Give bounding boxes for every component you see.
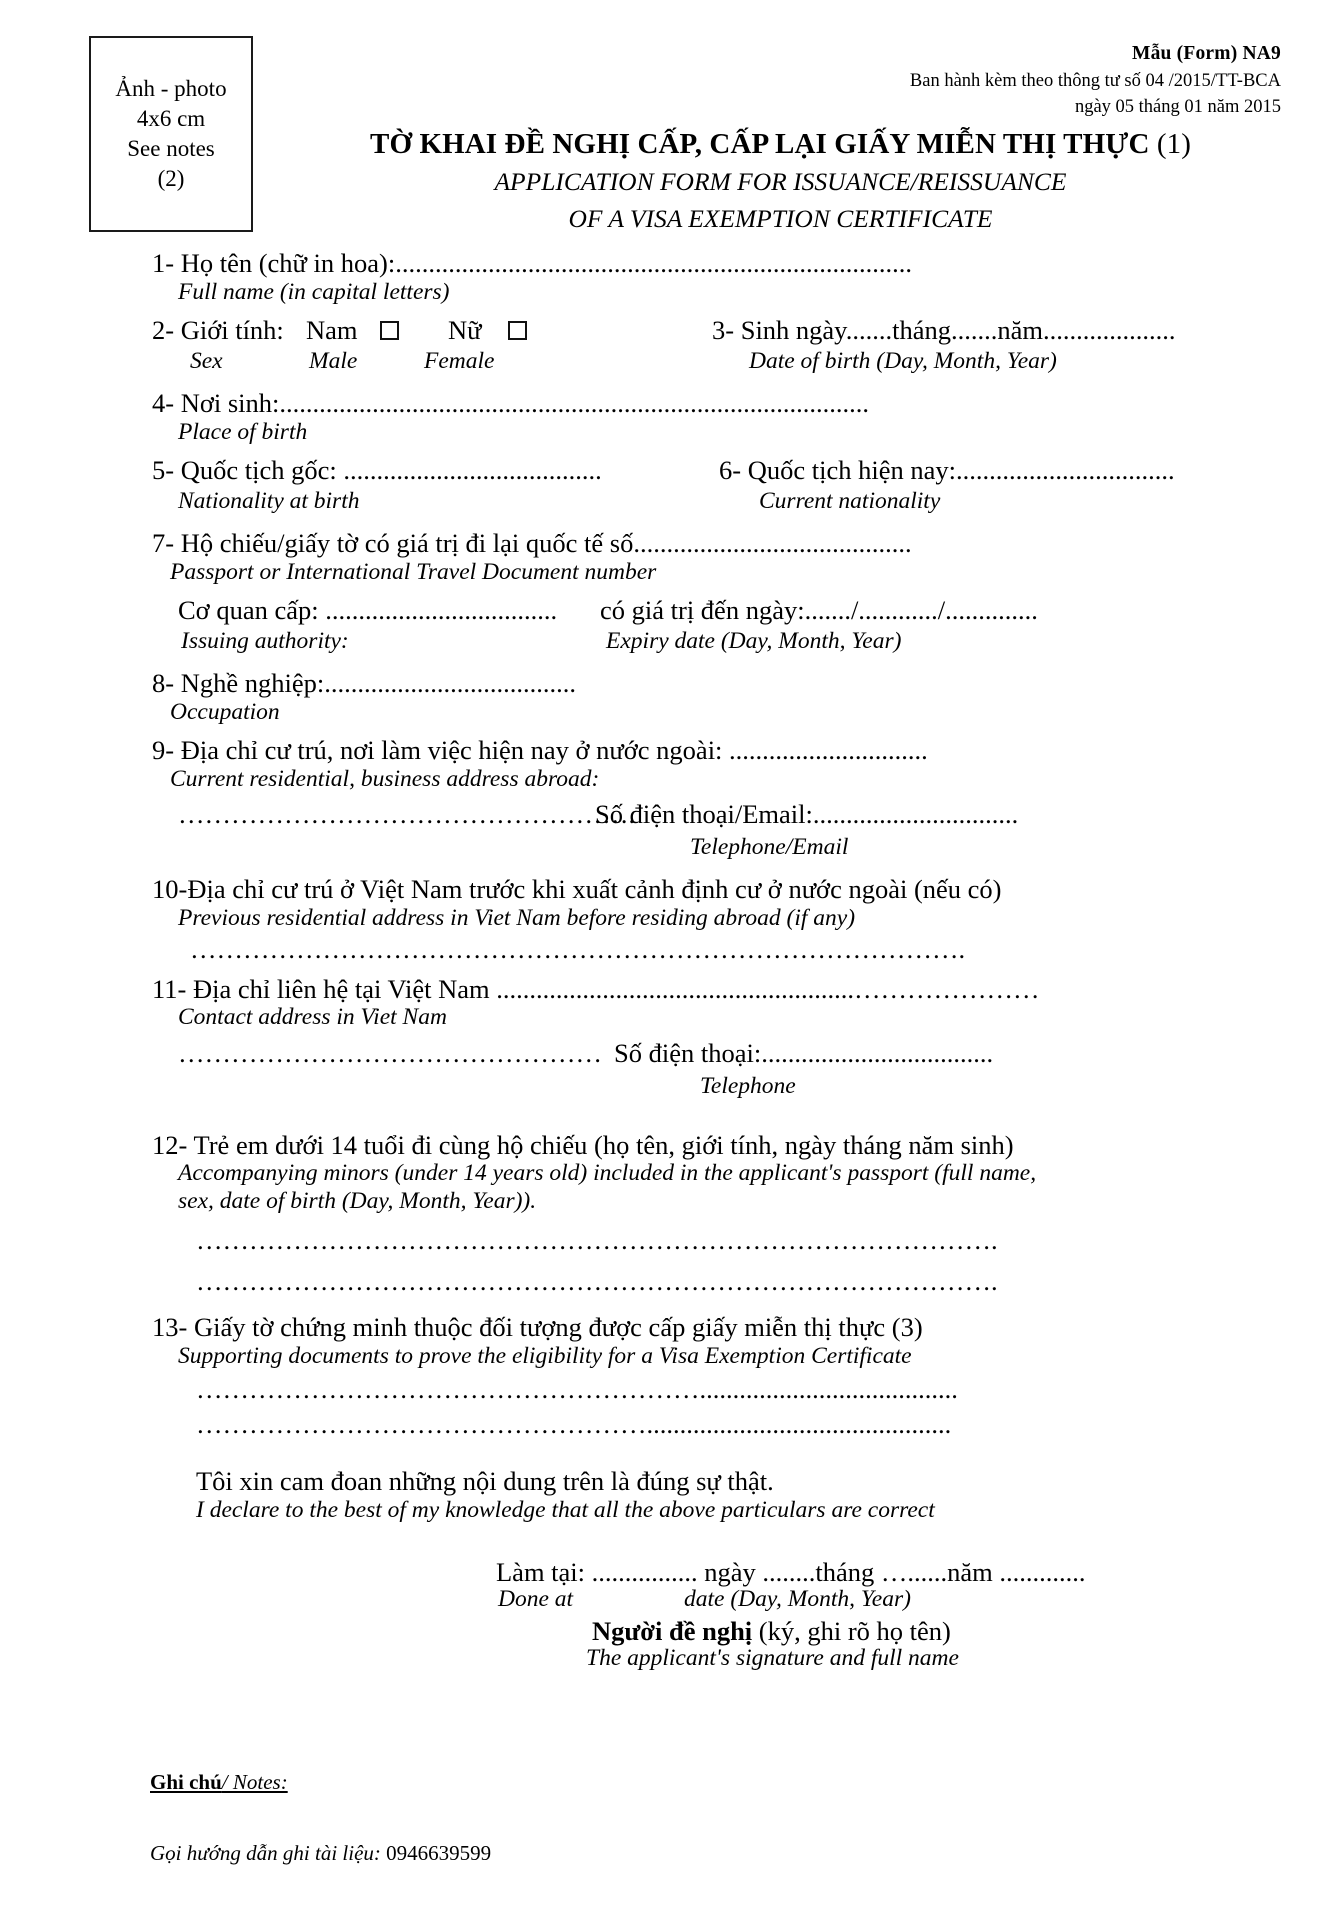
field-5-nationality-at-birth[interactable]: 5- Quốc tịch gốc: ....................................... bbox=[152, 454, 602, 485]
field-12-caption-line2: sex, date of birth (Day, Month, Year)). bbox=[178, 1187, 537, 1214]
field-9-address-abroad[interactable]: 9- Địa chỉ cư trú, nơi làm việc hiện nay ở nước ngoài: .............................. bbox=[152, 734, 928, 765]
field-3-date-of-birth[interactable]: 3- Sinh ngày.......tháng.......năm.................... bbox=[712, 314, 1176, 345]
field-7-passport-number[interactable]: 7- Hộ chiếu/giấy tờ có giá trị đi lại quốc tế số.......................................... bbox=[152, 527, 912, 558]
form-issued-date: ngày 05 tháng 01 năm 2015 bbox=[1074, 96, 1281, 117]
applicant-signature-caption: The applicant's signature and full name bbox=[586, 1645, 959, 1672]
checkbox-male[interactable] bbox=[380, 321, 399, 340]
field-11-caption: Contact address in Viet Nam bbox=[178, 1004, 447, 1031]
field-4-place-of-birth[interactable]: 4- Nơi sinh:......................................................................................... bbox=[152, 387, 870, 418]
form-issued-circular: Ban hành kèm theo thông tư số 04 /2015/TT-BCA bbox=[909, 70, 1281, 91]
footer-notes bbox=[150, 1770, 491, 1866]
field-9-address-dots[interactable]: ……………………………………………. bbox=[178, 798, 636, 829]
field-2-female-label: Nữ bbox=[448, 314, 482, 345]
field-4-caption: Place of birth bbox=[178, 418, 308, 445]
field-2-3-captions bbox=[0, 349, 1338, 379]
field-2-caption-sex: Sex bbox=[190, 347, 223, 374]
page-title-note-ref: (1) bbox=[1156, 128, 1191, 160]
field-13-caption: Supporting documents to prove the eligibility for a Visa Exemption Certificate bbox=[178, 1343, 912, 1370]
page-title-en-line2: OF A VISA EXEMPTION CERTIFICATE bbox=[568, 203, 993, 233]
field-5-caption: Nationality at birth bbox=[178, 487, 360, 514]
field-2-male-label: Nam bbox=[306, 314, 358, 345]
field-10-caption: Previous residential address in Viet Nam before residing abroad (if any) bbox=[178, 904, 856, 931]
field-7-sub-captions bbox=[0, 629, 1338, 659]
notes-hotline-text: Gọi hướng dẫn ghi tài liệu: bbox=[150, 1841, 387, 1865]
signature-block bbox=[0, 1558, 1338, 1672]
applicant-signature-bold: Người đề nghị bbox=[592, 1615, 753, 1646]
field-1-caption: Full name (in capital letters) bbox=[178, 278, 450, 305]
field-11-telephone-caption: Telephone bbox=[700, 1072, 796, 1099]
notes-hotline bbox=[150, 1841, 491, 1866]
field-2-3-row bbox=[0, 315, 1338, 349]
declaration-vi: Tôi xin cam đoan những nội dung trên là đúng sự thật. bbox=[196, 1465, 774, 1496]
notes-label-vi: Ghi chú bbox=[150, 1770, 222, 1794]
field-11-phone-row bbox=[0, 1038, 1338, 1074]
page-title bbox=[268, 126, 1293, 162]
field-7-issuing-authority[interactable]: Cơ quan cấp: ................................... bbox=[178, 594, 558, 625]
title-block bbox=[268, 126, 1293, 236]
form-fields bbox=[0, 248, 1338, 1672]
field-11-contact-address[interactable]: 11- Địa chỉ liên hệ tại Việt Nam ......................................................………………… bbox=[152, 973, 1040, 1004]
photo-see-notes-label: See notes bbox=[127, 136, 215, 161]
photo-label-vi: Ảnh - photo bbox=[115, 76, 227, 102]
field-1-full-name[interactable]: 1- Họ tên (chữ in hoa):.............................................................................. bbox=[152, 248, 912, 278]
field-10-dots[interactable]: ……………………………………………………………………………. bbox=[190, 933, 966, 964]
applicant-signature-label bbox=[496, 1617, 1338, 1646]
field-11-address-dots[interactable]: ………………………………………… bbox=[178, 1037, 602, 1068]
notes-label-en: / Notes: bbox=[221, 1770, 288, 1794]
field-12-caption-line1: Accompanying minors (under 14 years old) included in the applicant's passport (full name, bbox=[178, 1160, 1037, 1187]
field-7-issuing-row bbox=[0, 595, 1338, 629]
field-10-previous-address[interactable]: 10-Địa chỉ cư trú ở Việt Nam trước khi xuất cảnh định cư ở nước ngoài (nếu có) bbox=[152, 873, 1002, 904]
form-header bbox=[0, 0, 1338, 233]
applicant-signature-rest: (ký, ghi rõ họ tên) bbox=[752, 1615, 951, 1646]
field-9-telephone-caption: Telephone/Email bbox=[690, 833, 849, 860]
field-2-caption-female: Female bbox=[424, 347, 495, 374]
field-7-issuing-authority-caption: Issuing authority: bbox=[181, 627, 349, 654]
form-code: Mẫu (Form) NA9 bbox=[1131, 43, 1281, 64]
signature-date-caption: date (Day, Month, Year) bbox=[684, 1585, 911, 1612]
field-9-phone-row bbox=[0, 799, 1338, 835]
signature-place-date[interactable]: Làm tại: ................ ngày ........tháng …......năm ............. bbox=[496, 1556, 1086, 1587]
field-12-dots-line2[interactable]: ………………………………………………………………………………. bbox=[196, 1265, 998, 1296]
field-2-sex-label: 2- Giới tính: bbox=[152, 314, 284, 345]
field-6-caption: Current nationality bbox=[759, 487, 941, 514]
form-metadata bbox=[910, 40, 1281, 120]
field-13-dots-line1[interactable]: …………………………………………………....................................... bbox=[196, 1374, 958, 1405]
photo-note-ref: (2) bbox=[157, 165, 185, 191]
declaration-en: I declare to the best of my knowledge that all the above particulars are correct bbox=[196, 1496, 935, 1523]
field-3-caption: Date of birth (Day, Month, Year) bbox=[749, 347, 1057, 374]
field-2-caption-male: Male bbox=[309, 347, 358, 374]
photo-size-label: 4x6 cm bbox=[136, 106, 206, 132]
photo-placeholder-box bbox=[89, 36, 253, 232]
field-9-caption: Current residential, business address abroad: bbox=[170, 765, 600, 792]
checkbox-female[interactable] bbox=[508, 321, 527, 340]
field-7-expiry-date[interactable]: có giá trị đến ngày:......./............/.............. bbox=[600, 594, 1038, 625]
field-11-telephone[interactable]: Số điện thoại:................................... bbox=[614, 1037, 994, 1068]
field-13-supporting-documents[interactable]: 13- Giấy tờ chứng minh thuộc đối tượng được cấp giấy miễn thị thực (3) bbox=[152, 1312, 923, 1343]
page-title-en-line1: APPLICATION FORM FOR ISSUANCE/REISSUANCE bbox=[494, 167, 1067, 197]
notes-hotline-number: 0946639599 bbox=[386, 1841, 492, 1865]
field-8-occupation[interactable]: 8- Nghề nghiệp:...................................... bbox=[152, 667, 576, 698]
field-8-caption: Occupation bbox=[170, 698, 280, 725]
field-5-6-row bbox=[0, 455, 1338, 489]
field-6-current-nationality[interactable]: 6- Quốc tịch hiện nay:................................. bbox=[719, 454, 1175, 485]
field-7-expiry-caption: Expiry date (Day, Month, Year) bbox=[606, 627, 902, 654]
field-12-accompanying-minors[interactable]: 12- Trẻ em dưới 14 tuổi đi cùng hộ chiếu (họ tên, giới tính, ngày tháng năm sinh) bbox=[152, 1129, 1014, 1160]
signature-captions bbox=[496, 1587, 1338, 1617]
field-12-dots-line1[interactable]: ………………………………………………………………………………. bbox=[196, 1224, 998, 1255]
field-9-phone-caption bbox=[0, 835, 1338, 865]
field-13-dots-line2[interactable]: …………………………………………….............................................. bbox=[196, 1409, 952, 1440]
field-11-phone-caption bbox=[0, 1074, 1338, 1104]
field-7-caption: Passport or International Travel Document number bbox=[170, 558, 657, 585]
page-title-vi: TỜ KHAI ĐỀ NGHỊ CẤP, CẤP LẠI GIẤY MIỄN THỊ THỰC bbox=[370, 128, 1150, 160]
field-5-6-captions bbox=[0, 489, 1338, 519]
signature-done-at-caption: Done at bbox=[498, 1585, 574, 1612]
field-9-telephone-email[interactable]: Số điện thoại/Email:............................... bbox=[595, 798, 1019, 829]
notes-heading bbox=[150, 1770, 491, 1795]
